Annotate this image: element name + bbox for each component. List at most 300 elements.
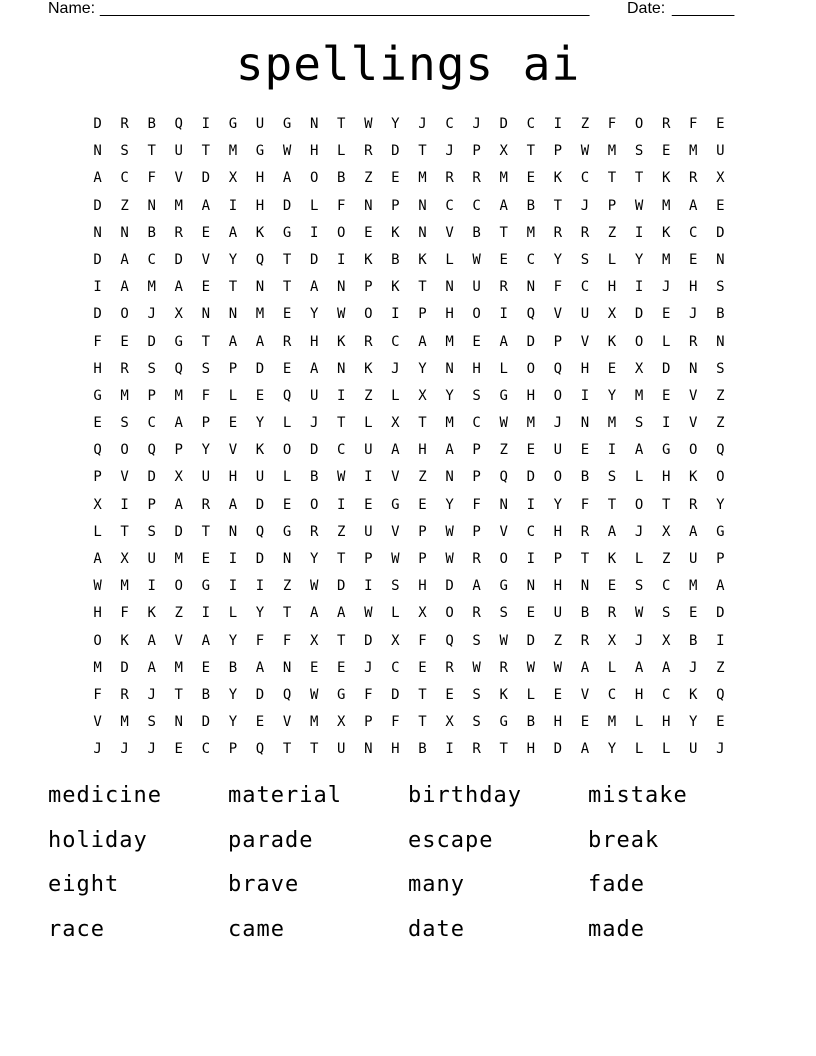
grid-letter[interactable]: X	[499, 143, 508, 160]
grid-letter[interactable]: V	[391, 469, 400, 486]
grid-letter[interactable]: W	[364, 116, 373, 132]
grid-letter[interactable]: V	[445, 224, 454, 241]
grid-letter[interactable]: U	[689, 741, 698, 758]
grid-letter[interactable]: L	[93, 523, 102, 540]
grid-letter[interactable]: I	[391, 306, 400, 323]
grid-letter[interactable]: R	[472, 741, 481, 758]
grid-letter[interactable]: G	[499, 387, 508, 404]
grid-letter[interactable]: G	[716, 523, 725, 540]
grid-letter[interactable]: F	[607, 116, 617, 132]
grid-letter[interactable]: A	[174, 279, 183, 296]
grid-letter[interactable]: B	[309, 469, 319, 486]
grid-letter[interactable]: R	[364, 143, 373, 160]
grid-letter[interactable]: P	[472, 469, 481, 486]
grid-letter[interactable]: N	[93, 143, 102, 160]
grid-letter[interactable]: G	[391, 496, 400, 513]
grid-letter[interactable]: N	[255, 279, 265, 296]
grid-letter[interactable]: A	[228, 224, 238, 241]
grid-letter[interactable]: G	[174, 333, 183, 350]
grid-letter[interactable]: G	[201, 578, 211, 595]
grid-letter[interactable]: Y	[607, 741, 617, 758]
grid-letter[interactable]: M	[499, 170, 508, 187]
grid-letter[interactable]: E	[716, 714, 725, 731]
grid-letter[interactable]: I	[553, 116, 563, 132]
grid-letter[interactable]: B	[201, 686, 211, 703]
grid-letter[interactable]: J	[147, 686, 156, 703]
grid-letter[interactable]: K	[607, 551, 617, 567]
grid-letter[interactable]: J	[309, 415, 319, 432]
grid-letter[interactable]: C	[472, 197, 481, 214]
grid-letter[interactable]: H	[309, 143, 319, 160]
grid-letter[interactable]: A	[499, 333, 508, 350]
grid-letter[interactable]: X	[418, 605, 427, 622]
grid-letter[interactable]: D	[93, 306, 102, 323]
grid-letter[interactable]: T	[201, 143, 211, 160]
grid-letter[interactable]: I	[337, 251, 346, 268]
grid-letter[interactable]: Y	[607, 387, 617, 404]
grid-letter[interactable]: K	[391, 279, 400, 296]
grid-letter[interactable]: E	[661, 387, 671, 404]
grid-letter[interactable]: U	[689, 551, 698, 567]
grid-letter[interactable]: D	[201, 714, 211, 731]
grid-letter[interactable]: R	[174, 224, 183, 241]
grid-letter[interactable]: B	[472, 224, 481, 241]
grid-letter[interactable]: E	[93, 415, 102, 432]
grid-letter[interactable]: Q	[716, 686, 725, 703]
grid-letter[interactable]: I	[255, 578, 265, 595]
grid-letter[interactable]: R	[661, 116, 671, 132]
grid-letter[interactable]: Q	[93, 442, 102, 459]
grid-letter[interactable]: U	[580, 306, 590, 323]
grid-letter[interactable]: O	[93, 632, 102, 649]
grid-letter[interactable]: A	[201, 632, 211, 649]
grid-letter[interactable]: D	[174, 523, 183, 540]
grid-letter[interactable]: J	[120, 741, 129, 758]
grid-letter[interactable]: E	[309, 659, 319, 676]
grid-letter[interactable]: J	[634, 632, 644, 649]
grid-letter[interactable]: G	[255, 143, 265, 160]
grid-letter[interactable]: V	[689, 387, 698, 404]
grid-letter[interactable]: O	[120, 442, 129, 459]
grid-letter[interactable]: H	[309, 333, 319, 350]
grid-letter[interactable]: Q	[716, 442, 725, 459]
grid-letter[interactable]: A	[228, 496, 238, 513]
grid-letter[interactable]: H	[255, 170, 265, 187]
grid-letter[interactable]: K	[147, 605, 156, 622]
grid-letter[interactable]: D	[526, 469, 535, 486]
grid-letter[interactable]: H	[418, 578, 427, 595]
grid-letter[interactable]: T	[634, 170, 644, 187]
grid-letter[interactable]: T	[282, 741, 292, 758]
grid-letter[interactable]: M	[93, 659, 102, 676]
grid-letter[interactable]: K	[120, 632, 129, 649]
grid-letter[interactable]: V	[120, 469, 129, 486]
grid-letter[interactable]: J	[689, 659, 698, 676]
grid-letter[interactable]: E	[418, 659, 427, 676]
grid-letter[interactable]: T	[337, 551, 346, 567]
grid-letter[interactable]: I	[201, 116, 211, 132]
grid-letter[interactable]: C	[120, 170, 129, 187]
grid-letter[interactable]: T	[337, 116, 346, 132]
grid-letter[interactable]: N	[580, 415, 590, 432]
grid-letter[interactable]: Y	[228, 632, 238, 649]
grid-letter[interactable]: C	[580, 279, 590, 296]
grid-letter[interactable]: E	[689, 251, 698, 268]
grid-letter[interactable]: E	[364, 496, 373, 513]
grid-letter[interactable]: N	[147, 197, 156, 214]
grid-letter[interactable]: C	[391, 333, 400, 350]
grid-letter[interactable]: Q	[255, 523, 265, 540]
grid-letter[interactable]: O	[689, 442, 698, 459]
grid-letter[interactable]: T	[174, 686, 183, 703]
grid-letter[interactable]: N	[418, 224, 427, 241]
grid-letter[interactable]: A	[337, 605, 346, 622]
grid-letter[interactable]: J	[553, 415, 563, 432]
grid-letter[interactable]: G	[499, 578, 508, 595]
grid-letter[interactable]: B	[147, 224, 156, 241]
grid-letter[interactable]: L	[391, 605, 400, 622]
grid-letter[interactable]: D	[445, 578, 454, 595]
grid-letter[interactable]: F	[201, 387, 211, 404]
grid-letter[interactable]: U	[716, 143, 725, 160]
grid-letter[interactable]: O	[309, 170, 319, 187]
grid-letter[interactable]: J	[93, 741, 102, 758]
grid-letter[interactable]: W	[634, 197, 644, 214]
grid-letter[interactable]: I	[201, 605, 211, 622]
grid-letter[interactable]: V	[174, 632, 183, 649]
grid-letter[interactable]: K	[337, 333, 346, 350]
grid-letter[interactable]: T	[418, 279, 427, 296]
grid-letter[interactable]: Y	[689, 714, 698, 731]
grid-letter[interactable]: L	[634, 741, 644, 758]
grid-letter[interactable]: X	[93, 496, 102, 513]
grid-letter[interactable]: E	[526, 170, 535, 187]
grid-letter[interactable]: Q	[282, 387, 292, 404]
grid-letter[interactable]: A	[282, 170, 292, 187]
grid-letter[interactable]: K	[661, 224, 671, 241]
grid-letter[interactable]: N	[580, 578, 590, 595]
grid-letter[interactable]: R	[499, 279, 508, 296]
grid-letter[interactable]: Z	[661, 551, 671, 567]
grid-letter[interactable]: U	[553, 605, 563, 622]
grid-letter[interactable]: E	[526, 605, 535, 622]
grid-letter[interactable]: V	[93, 714, 102, 731]
grid-letter[interactable]: O	[282, 442, 292, 459]
grid-letter[interactable]: M	[120, 714, 129, 731]
grid-letter[interactable]: Y	[445, 496, 454, 513]
grid-letter[interactable]: Q	[147, 442, 156, 459]
grid-letter[interactable]: C	[201, 741, 211, 758]
grid-letter[interactable]: B	[580, 469, 590, 486]
grid-letter[interactable]: K	[607, 333, 617, 350]
grid-letter[interactable]: R	[472, 551, 481, 567]
grid-letter[interactable]: T	[418, 686, 427, 703]
grid-letter[interactable]: N	[282, 551, 292, 567]
grid-letter[interactable]: M	[174, 197, 183, 214]
grid-letter[interactable]: N	[445, 279, 454, 296]
grid-letter[interactable]: H	[661, 714, 671, 731]
grid-letter[interactable]: N	[689, 360, 698, 377]
grid-letter[interactable]: P	[364, 714, 373, 731]
grid-letter[interactable]: N	[93, 224, 102, 241]
grid-letter[interactable]: O	[309, 496, 319, 513]
grid-letter[interactable]: S	[472, 686, 481, 703]
grid-letter[interactable]: M	[147, 279, 156, 296]
grid-letter[interactable]: H	[689, 279, 698, 296]
grid-letter[interactable]: W	[499, 632, 508, 649]
grid-letter[interactable]: W	[472, 659, 481, 676]
grid-letter[interactable]: P	[228, 741, 238, 758]
grid-letter[interactable]: S	[147, 360, 156, 377]
grid-letter[interactable]: D	[661, 360, 671, 377]
grid-letter[interactable]: J	[147, 741, 156, 758]
grid-letter[interactable]: K	[255, 442, 265, 459]
grid-letter[interactable]: X	[607, 306, 617, 323]
grid-letter[interactable]: X	[661, 632, 671, 649]
grid-letter[interactable]: E	[282, 496, 292, 513]
grid-letter[interactable]: F	[418, 632, 427, 649]
grid-letter[interactable]: B	[526, 714, 535, 731]
grid-letter[interactable]: L	[661, 741, 671, 758]
grid-letter[interactable]: Y	[445, 387, 454, 404]
grid-letter[interactable]: V	[553, 306, 563, 323]
grid-letter[interactable]: H	[634, 686, 644, 703]
grid-letter[interactable]: Q	[499, 469, 508, 486]
grid-letter[interactable]: P	[391, 197, 400, 214]
grid-letter[interactable]: P	[716, 551, 725, 567]
grid-letter[interactable]: T	[499, 741, 508, 758]
grid-letter[interactable]: I	[120, 496, 129, 513]
grid-letter[interactable]: M	[120, 387, 129, 404]
grid-letter[interactable]: S	[634, 578, 644, 595]
grid-letter[interactable]: N	[445, 360, 454, 377]
grid-letter[interactable]: Z	[580, 116, 590, 132]
grid-letter[interactable]: T	[607, 496, 617, 513]
grid-letter[interactable]: H	[445, 306, 454, 323]
grid-letter[interactable]: U	[553, 442, 563, 459]
grid-letter[interactable]: B	[228, 659, 238, 676]
grid-letter[interactable]: I	[364, 578, 373, 595]
grid-letter[interactable]: L	[661, 333, 671, 350]
grid-letter[interactable]: F	[147, 170, 156, 187]
grid-letter[interactable]: B	[716, 306, 725, 323]
grid-letter[interactable]: E	[689, 605, 698, 622]
grid-letter[interactable]: E	[580, 442, 590, 459]
grid-letter[interactable]: K	[689, 686, 698, 703]
grid-letter[interactable]: F	[553, 279, 563, 296]
grid-letter[interactable]: D	[553, 741, 563, 758]
grid-letter[interactable]: P	[472, 442, 481, 459]
grid-letter[interactable]: O	[472, 306, 481, 323]
grid-letter[interactable]: E	[282, 306, 292, 323]
grid-letter[interactable]: W	[445, 523, 454, 540]
grid-letter[interactable]: E	[174, 741, 183, 758]
grid-letter[interactable]: C	[526, 251, 535, 268]
grid-letter[interactable]: H	[93, 360, 102, 377]
grid-letter[interactable]: O	[634, 116, 644, 132]
grid-letter[interactable]: E	[607, 360, 617, 377]
grid-letter[interactable]: W	[337, 469, 346, 486]
grid-letter[interactable]: I	[337, 387, 346, 404]
grid-letter[interactable]: O	[553, 387, 563, 404]
grid-letter[interactable]: V	[201, 251, 211, 268]
grid-letter[interactable]: A	[174, 415, 183, 432]
grid-letter[interactable]: A	[689, 523, 698, 540]
grid-letter[interactable]: T	[418, 143, 427, 160]
grid-letter[interactable]: T	[282, 605, 292, 622]
grid-letter[interactable]: B	[580, 605, 590, 622]
grid-letter[interactable]: E	[201, 279, 211, 296]
grid-letter[interactable]: I	[661, 415, 671, 432]
grid-letter[interactable]: J	[634, 523, 644, 540]
grid-letter[interactable]: D	[309, 442, 319, 459]
grid-letter[interactable]: P	[553, 143, 563, 160]
grid-letter[interactable]: A	[93, 551, 102, 567]
grid-letter[interactable]: E	[391, 170, 400, 187]
grid-letter[interactable]: W	[499, 415, 508, 432]
grid-letter[interactable]: Z	[716, 387, 725, 404]
grid-letter[interactable]: A	[472, 578, 481, 595]
grid-letter[interactable]: E	[201, 659, 211, 676]
grid-letter[interactable]: U	[255, 469, 265, 486]
grid-letter[interactable]: A	[418, 333, 427, 350]
grid-letter[interactable]: R	[607, 605, 617, 622]
grid-letter[interactable]: N	[120, 224, 129, 241]
grid-letter[interactable]: L	[526, 686, 535, 703]
grid-letter[interactable]: W	[364, 605, 373, 622]
grid-letter[interactable]: T	[499, 224, 508, 241]
grid-letter[interactable]: S	[499, 605, 508, 622]
grid-letter[interactable]: H	[418, 442, 427, 459]
grid-letter[interactable]: R	[120, 360, 129, 377]
grid-letter[interactable]: J	[716, 741, 725, 758]
grid-letter[interactable]: L	[282, 415, 292, 432]
grid-letter[interactable]: D	[255, 551, 265, 567]
grid-letter[interactable]: D	[364, 632, 373, 649]
grid-letter[interactable]: L	[364, 415, 373, 432]
grid-letter[interactable]: D	[526, 333, 535, 350]
grid-letter[interactable]: M	[661, 197, 671, 214]
grid-letter[interactable]: E	[499, 251, 508, 268]
grid-letter[interactable]: A	[255, 333, 265, 350]
grid-letter[interactable]: R	[689, 496, 698, 513]
grid-letter[interactable]: K	[689, 469, 698, 486]
grid-letter[interactable]: P	[418, 523, 427, 540]
grid-letter[interactable]: E	[337, 659, 346, 676]
grid-letter[interactable]: M	[255, 306, 265, 323]
grid-letter[interactable]: Y	[553, 251, 563, 268]
grid-letter[interactable]: D	[174, 251, 183, 268]
grid-letter[interactable]: L	[445, 251, 454, 268]
grid-letter[interactable]: H	[553, 523, 563, 540]
grid-letter[interactable]: N	[228, 306, 238, 323]
grid-letter[interactable]: F	[580, 496, 590, 513]
grid-letter[interactable]: D	[93, 251, 102, 268]
grid-letter[interactable]: Z	[120, 197, 129, 214]
grid-letter[interactable]: Q	[174, 360, 183, 377]
grid-letter[interactable]: N	[337, 279, 346, 296]
grid-letter[interactable]: F	[391, 714, 400, 731]
grid-letter[interactable]: D	[499, 116, 508, 132]
grid-letter[interactable]: S	[634, 415, 644, 432]
grid-letter[interactable]: I	[93, 279, 102, 296]
grid-letter[interactable]: K	[553, 170, 563, 187]
grid-letter[interactable]: W	[445, 551, 454, 567]
grid-letter[interactable]: O	[445, 605, 454, 622]
grid-letter[interactable]: G	[93, 387, 102, 404]
grid-letter[interactable]: I	[607, 442, 617, 459]
grid-letter[interactable]: D	[201, 170, 211, 187]
grid-letter[interactable]: U	[201, 469, 211, 486]
grid-letter[interactable]: E	[716, 197, 725, 214]
grid-letter[interactable]: X	[309, 632, 319, 649]
grid-letter[interactable]: S	[201, 360, 211, 377]
grid-letter[interactable]: M	[634, 387, 644, 404]
grid-letter[interactable]: Z	[337, 523, 346, 540]
grid-letter[interactable]: M	[309, 714, 319, 731]
grid-letter[interactable]: V	[282, 714, 292, 731]
grid-letter[interactable]: N	[499, 496, 508, 513]
grid-letter[interactable]: A	[391, 442, 400, 459]
grid-letter[interactable]: I	[445, 741, 454, 758]
grid-letter[interactable]: J	[445, 143, 454, 160]
grid-letter[interactable]: F	[282, 632, 292, 649]
grid-letter[interactable]: H	[93, 605, 102, 622]
grid-letter[interactable]: N	[716, 251, 725, 268]
grid-letter[interactable]: E	[120, 333, 129, 350]
grid-letter[interactable]: A	[689, 197, 698, 214]
grid-letter[interactable]: E	[201, 224, 211, 241]
grid-letter[interactable]: I	[526, 496, 535, 513]
grid-letter[interactable]: Y	[309, 306, 319, 323]
grid-letter[interactable]: Z	[282, 578, 292, 595]
grid-letter[interactable]: B	[337, 170, 346, 187]
grid-letter[interactable]: H	[526, 387, 535, 404]
grid-letter[interactable]: D	[716, 605, 725, 622]
grid-letter[interactable]: E	[526, 442, 535, 459]
grid-letter[interactable]: T	[337, 415, 346, 432]
grid-letter[interactable]: O	[634, 496, 644, 513]
grid-letter[interactable]: T	[201, 523, 211, 540]
grid-letter[interactable]: N	[526, 578, 535, 595]
grid-letter[interactable]: Y	[201, 442, 211, 459]
grid-letter[interactable]: W	[309, 578, 319, 595]
grid-letter[interactable]: O	[526, 360, 535, 377]
grid-letter[interactable]: Y	[255, 415, 265, 432]
grid-letter[interactable]: S	[472, 632, 481, 649]
grid-letter[interactable]: E	[255, 387, 265, 404]
grid-letter[interactable]: O	[120, 306, 129, 323]
grid-letter[interactable]: X	[716, 170, 725, 187]
grid-letter[interactable]: V	[580, 686, 590, 703]
grid-letter[interactable]: L	[499, 360, 508, 377]
grid-letter[interactable]: H	[553, 714, 563, 731]
grid-letter[interactable]: O	[553, 469, 563, 486]
grid-letter[interactable]: P	[147, 496, 156, 513]
grid-letter[interactable]: O	[364, 306, 373, 323]
grid-letter[interactable]: I	[526, 551, 535, 567]
grid-letter[interactable]: K	[391, 224, 400, 241]
grid-letter[interactable]: G	[282, 523, 292, 540]
grid-letter[interactable]: K	[364, 251, 373, 268]
grid-letter[interactable]: X	[174, 306, 183, 323]
grid-letter[interactable]: L	[391, 387, 400, 404]
grid-letter[interactable]: P	[93, 469, 102, 486]
grid-letter[interactable]: A	[309, 360, 319, 377]
grid-letter[interactable]: P	[364, 279, 373, 296]
grid-letter[interactable]: E	[661, 306, 671, 323]
grid-letter[interactable]: A	[147, 659, 156, 676]
